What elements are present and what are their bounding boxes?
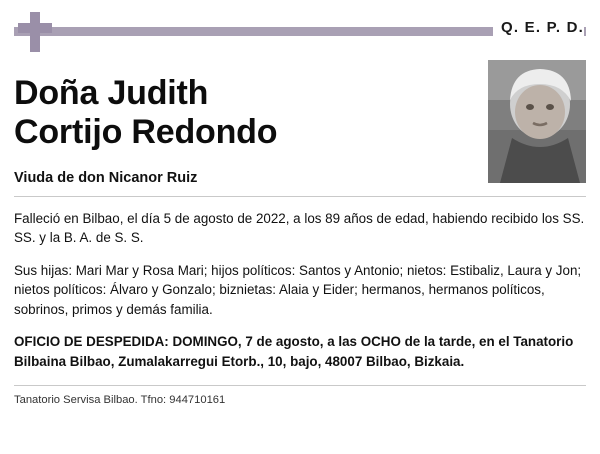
page-title (14, 74, 479, 152)
funeral-home-info: Tanatorio Servisa Bilbao. Tfno: 944710161 (14, 394, 226, 407)
divider-bottom (14, 385, 586, 386)
qepd-label: Q. E. P. D. (493, 19, 584, 36)
spouse-line: Viuda de don Nicanor Ruiz (14, 169, 198, 186)
divider-top (14, 196, 586, 197)
deceased-name-line-2: Cortijo Redondo (14, 112, 278, 151)
portrait-photo (488, 60, 586, 183)
obituary-header (0, 0, 600, 56)
cross-horizontal-bar (18, 23, 52, 33)
deceased-name-line-1: Doña Judith (14, 74, 209, 112)
cross-icon (18, 12, 52, 52)
service-details-text: OFICIO DE DESPEDIDA: DOMINGO, 7 de agosto, a las OCHO de la tarde, en el Tanatorio Bilbaina Bilbao, Zumalakarregui Etorb., 10, bajo, 48007 Bilbao, Bizkaia. (14, 334, 574, 369)
death-notice-text: Falleció en Bilbao, el día 5 de agosto de 2022, a los 89 años de edad, habiendo recibido los SS. SS. y la B. A. de S. S. (14, 210, 585, 245)
family-list-text: Sus hijas: Mari Mar y Rosa Mari; hijos políticos: Santos y Antonio; nietos: Estibaliz, Laura y Jon; nietos políticos: Álvaro y Gonzalo; biznietas: Alaia y Eider; hermanos, hermanos políticos, sobrinos, primos y demás familia. (14, 262, 582, 317)
portrait-illustration (488, 60, 586, 183)
